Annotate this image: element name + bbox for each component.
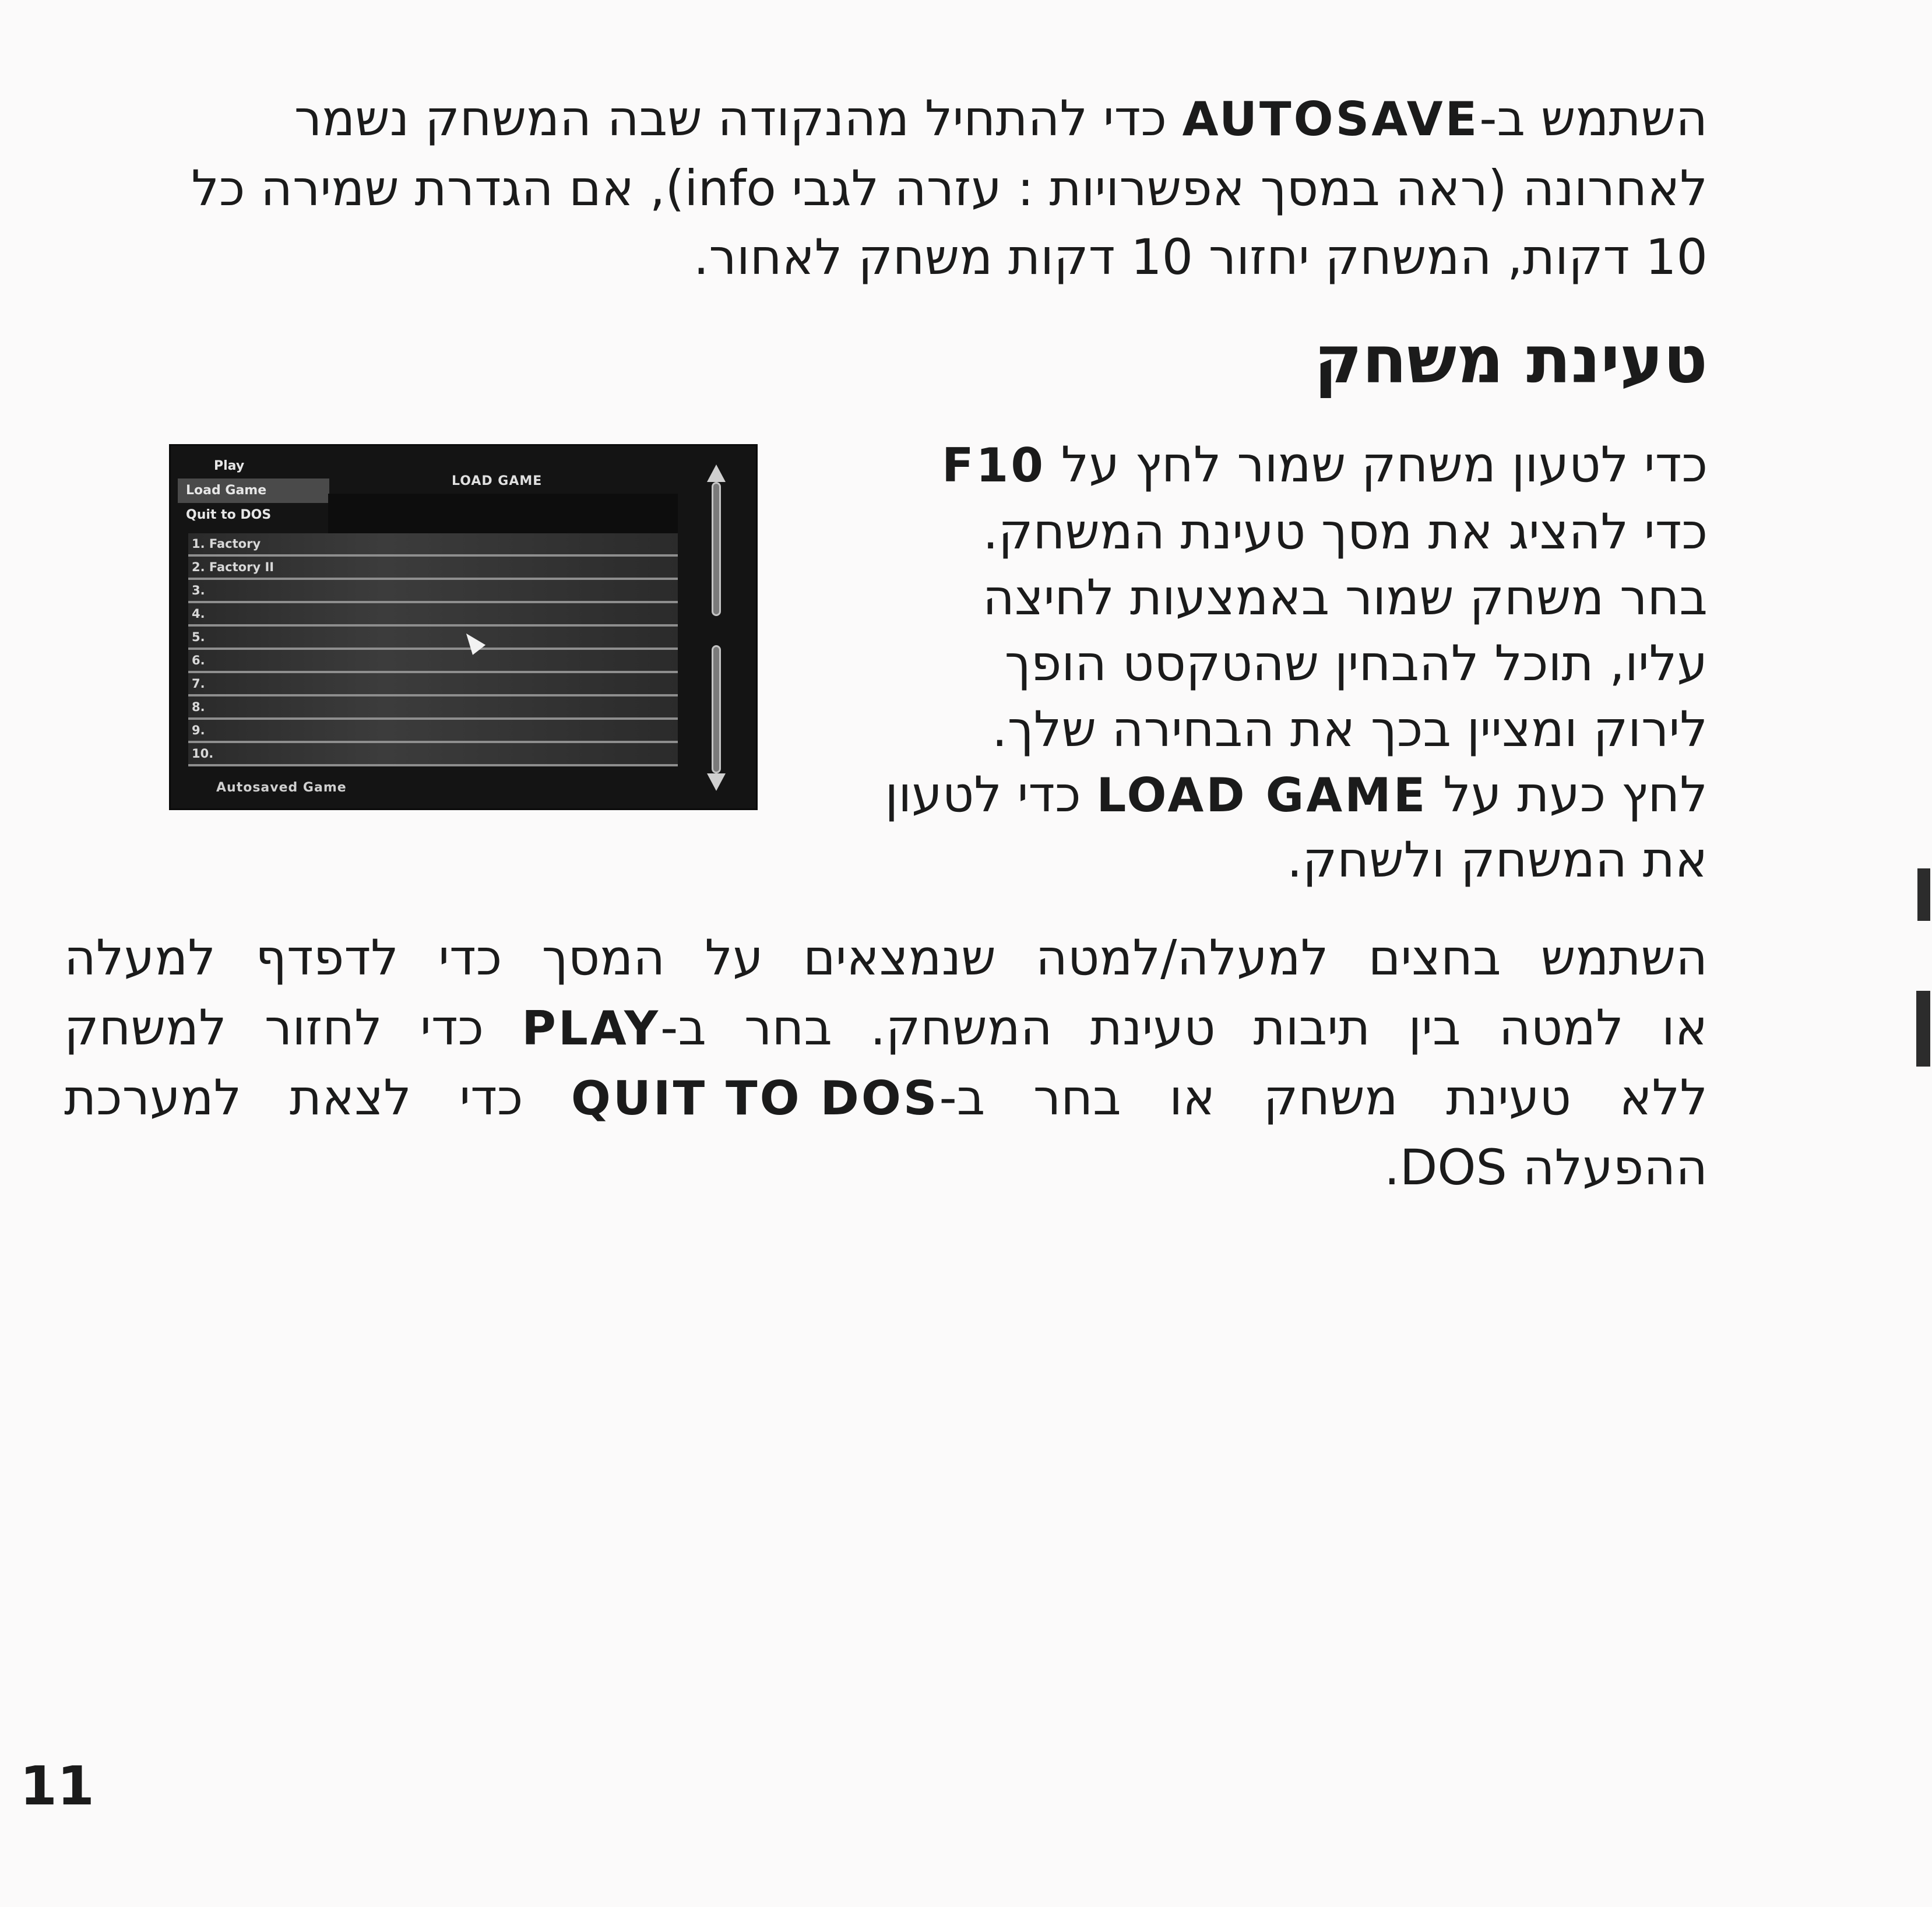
screenshot-menu: [178, 454, 329, 527]
outro-line-4: ההפעלה DOS.: [1384, 1139, 1708, 1196]
screenshot-slot-label: 5.: [192, 630, 205, 644]
screenshot-slot-row: [188, 580, 678, 603]
scroll-up-arrow-icon: [707, 465, 726, 482]
section-line-6: [885, 762, 1708, 828]
scan-edge-mark: [1917, 868, 1930, 921]
outro-line-3: [64, 1065, 1708, 1131]
section-line-3: בחר משחק שמור באמצעות לחיצה: [983, 569, 1708, 626]
intro-line-2: לאחרונה (ראה במסך אפשרויות : עזרה לגבי info), אם הגדרת שמירה כל: [191, 160, 1708, 217]
screenshot-slot-row: [188, 696, 678, 720]
section-line-2: כדי להציג את מסך טעינת המשחק.: [983, 503, 1708, 560]
outro-text: ללא טעינת משחק או בחר ב-: [939, 1069, 1708, 1126]
screenshot-slot-label: 9.: [192, 723, 205, 737]
section-line-5: לירוק ומציין בכך את הבחירה שלך.: [991, 701, 1708, 758]
section-line-1: [942, 432, 1708, 498]
screenshot-menu-load-game: Load Game: [178, 478, 329, 503]
intro-text: כדי להתחיל מהנקודה שבה המשחק נשמר: [294, 90, 1183, 147]
load-game-keyword: LOAD GAME: [1096, 768, 1428, 822]
scan-edge-mark: [1916, 991, 1930, 1067]
outro-line-1: השתמש בחצים למעלה/למטה שנמצאים על המסך כדי לדפדף למעלה: [64, 929, 1708, 986]
screenshot-slot-label: 1. Factory: [192, 537, 261, 551]
screenshot-slot-label: 4.: [192, 607, 205, 621]
outro-text: כדי לחזור למשחק: [64, 999, 522, 1056]
screenshot-slot-row: [188, 720, 678, 743]
screenshot-slot-row: [188, 603, 678, 627]
intro-line-1: [294, 86, 1708, 152]
scroll-track-lower: [712, 645, 721, 773]
load-game-screenshot: [169, 444, 758, 810]
quit-to-dos-keyword: QUIT TO DOS: [571, 1071, 939, 1125]
scroll-track-upper: [712, 482, 721, 616]
autosave-keyword: AUTOSAVE: [1182, 92, 1480, 146]
screenshot-slot-label: 3.: [192, 583, 205, 597]
screenshot-slot-row: [188, 673, 678, 696]
f10-keyword: F10: [942, 438, 1046, 492]
screenshot-slot-row: [188, 627, 678, 650]
screenshot-slot-row: [188, 650, 678, 673]
section-text: כדי לטעון משחק שמור לחץ על: [1045, 436, 1708, 493]
screenshot-menu-quit: Quit to DOS: [186, 508, 272, 522]
screenshot-slot-label: 6.: [192, 653, 205, 667]
screenshot-slot-row: [188, 533, 678, 557]
outro-line-2: [64, 995, 1708, 1061]
screenshot-slot-label: 2. Factory II: [192, 560, 275, 574]
outro-text: כדי לצאת למערכת: [64, 1069, 571, 1126]
intro-text: השתמש ב-: [1479, 90, 1708, 147]
screenshot-slot-row: [188, 743, 678, 766]
screenshot-slot-label: 8.: [192, 700, 205, 714]
screenshot-autosave-label: Autosaved Game: [216, 780, 347, 795]
screenshot-title: LOAD GAME: [452, 474, 543, 488]
section-line-7: את המשחק ולשחק.: [1287, 831, 1708, 888]
screenshot-slot-label: 7.: [192, 677, 205, 691]
intro-line-3: 10 דקות, המשחק יחזור 10 דקות משחק לאחור.: [693, 228, 1708, 286]
screenshot-slot-list: [188, 533, 678, 766]
scroll-down-arrow-icon: [707, 773, 726, 791]
screenshot-menu-play: Play: [214, 459, 245, 473]
play-keyword: PLAY: [522, 1001, 661, 1055]
outro-text: או למטה בין תיבות טעינת המשחק. בחר ב-: [660, 999, 1708, 1056]
section-heading: טעינת משחק: [1314, 322, 1708, 398]
section-text: כדי לטעון: [885, 766, 1097, 823]
screenshot-slot-row: [188, 557, 678, 580]
screenshot-slot-label: 10.: [192, 747, 214, 761]
section-line-4: עליו, תוכל להבחין שהטקסט הופך: [1004, 635, 1708, 692]
page-number: 11: [20, 1755, 95, 1817]
section-text: לחץ כעת על: [1427, 766, 1708, 823]
screenshot-scrollbar: [699, 459, 734, 800]
